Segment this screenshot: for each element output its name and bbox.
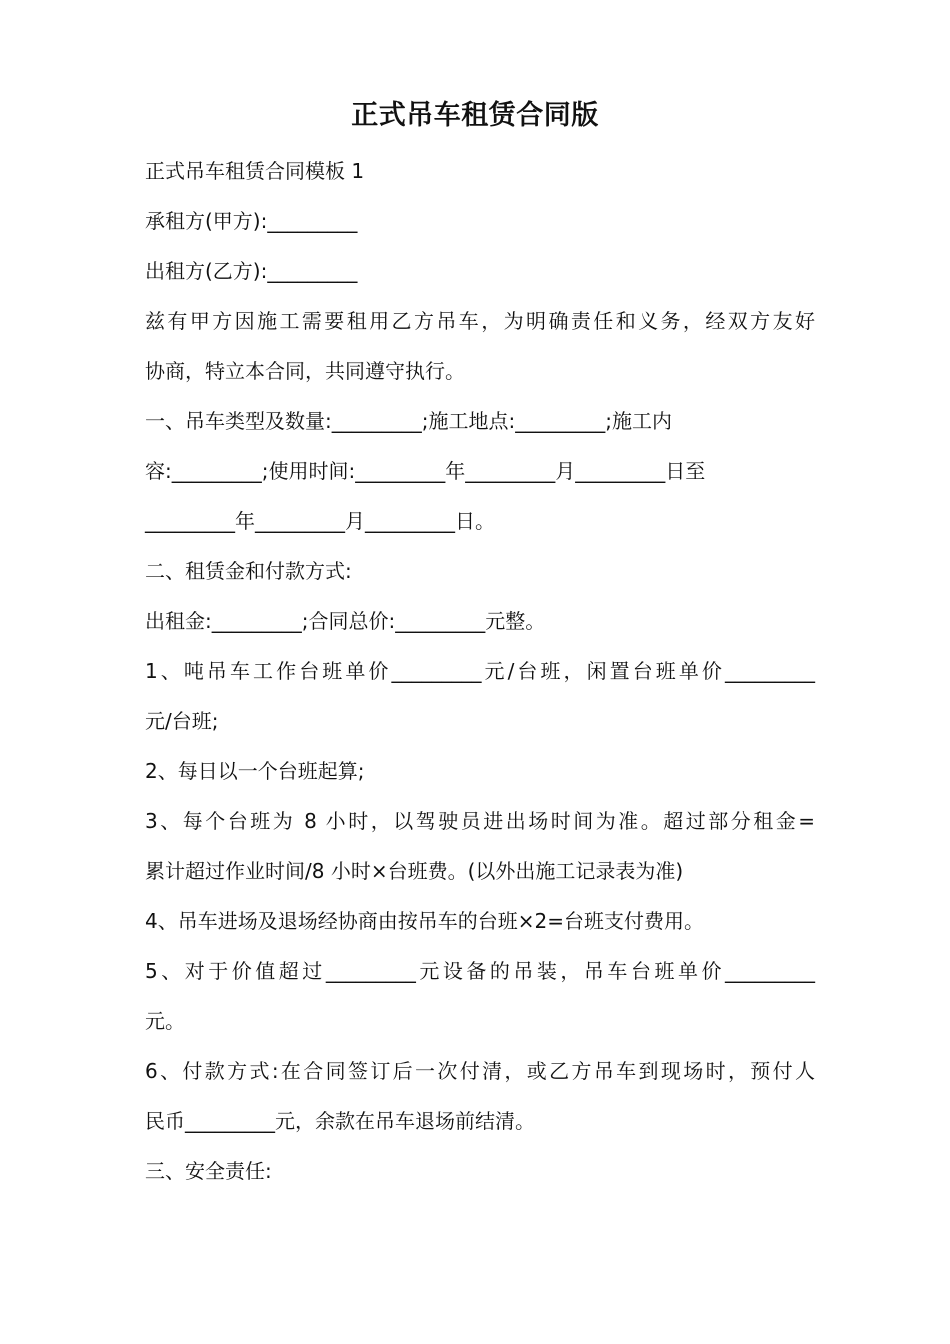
clause-6-line-2: 民币_________元，余款在吊车退场前结清。 <box>145 1109 535 1133</box>
section-1-line-1: 一、吊车类型及数量:_________;施工地点:_________;施工内 <box>145 409 672 433</box>
clause-5-line-1: 5、对于价值超过_________元设备的吊装，吊车台班单价_________ <box>145 959 815 983</box>
clause-3-line-2: 累计超过作业时间/8 小时×台班费。(以外出施工记录表为准) <box>145 859 684 883</box>
section-1-line-3: _________年_________月_________日。 <box>145 509 495 533</box>
section-2-heading: 二、租赁金和付款方式: <box>145 559 352 583</box>
clause-1-line-1: 1、吨吊车工作台班单价_________元/台班，闲置台班单价_________ <box>145 659 815 683</box>
clause-3-line-1: 3、每个台班为 8 小时，以驾驶员进出场时间为准。超过部分租金= <box>145 809 815 833</box>
clause-4-line: 4、吊车进场及退场经协商由按吊车的台班×2=台班支付费用。 <box>145 909 704 933</box>
lessee-line: 承租方(甲方):_________ <box>145 209 358 233</box>
section-3-heading: 三、安全责任: <box>145 1159 272 1183</box>
clause-5-line-2: 元。 <box>145 1009 185 1033</box>
lessor-line: 出租方(乙方):_________ <box>145 259 358 283</box>
section-1-line-2: 容:_________;使用时间:_________年_________月_________日至 <box>145 459 706 483</box>
preamble-line-1: 兹有甲方因施工需要租用乙方吊车，为明确责任和义务，经双方友好 <box>145 309 815 333</box>
document-title: 正式吊车租赁合同版 <box>351 100 599 131</box>
rent-total-line: 出租金:_________;合同总价:_________元整。 <box>145 609 546 633</box>
preamble-line-2: 协商，特立本合同，共同遵守执行。 <box>145 359 465 383</box>
clause-1-line-2: 元/台班; <box>145 709 219 733</box>
template-heading: 正式吊车租赁合同模板 1 <box>145 159 365 183</box>
clause-2-line: 2、每日以一个台班起算; <box>145 759 365 783</box>
clause-6-line-1: 6、付款方式:在合同签订后一次付清，或乙方吊车到现场时，预付人 <box>145 1059 815 1083</box>
